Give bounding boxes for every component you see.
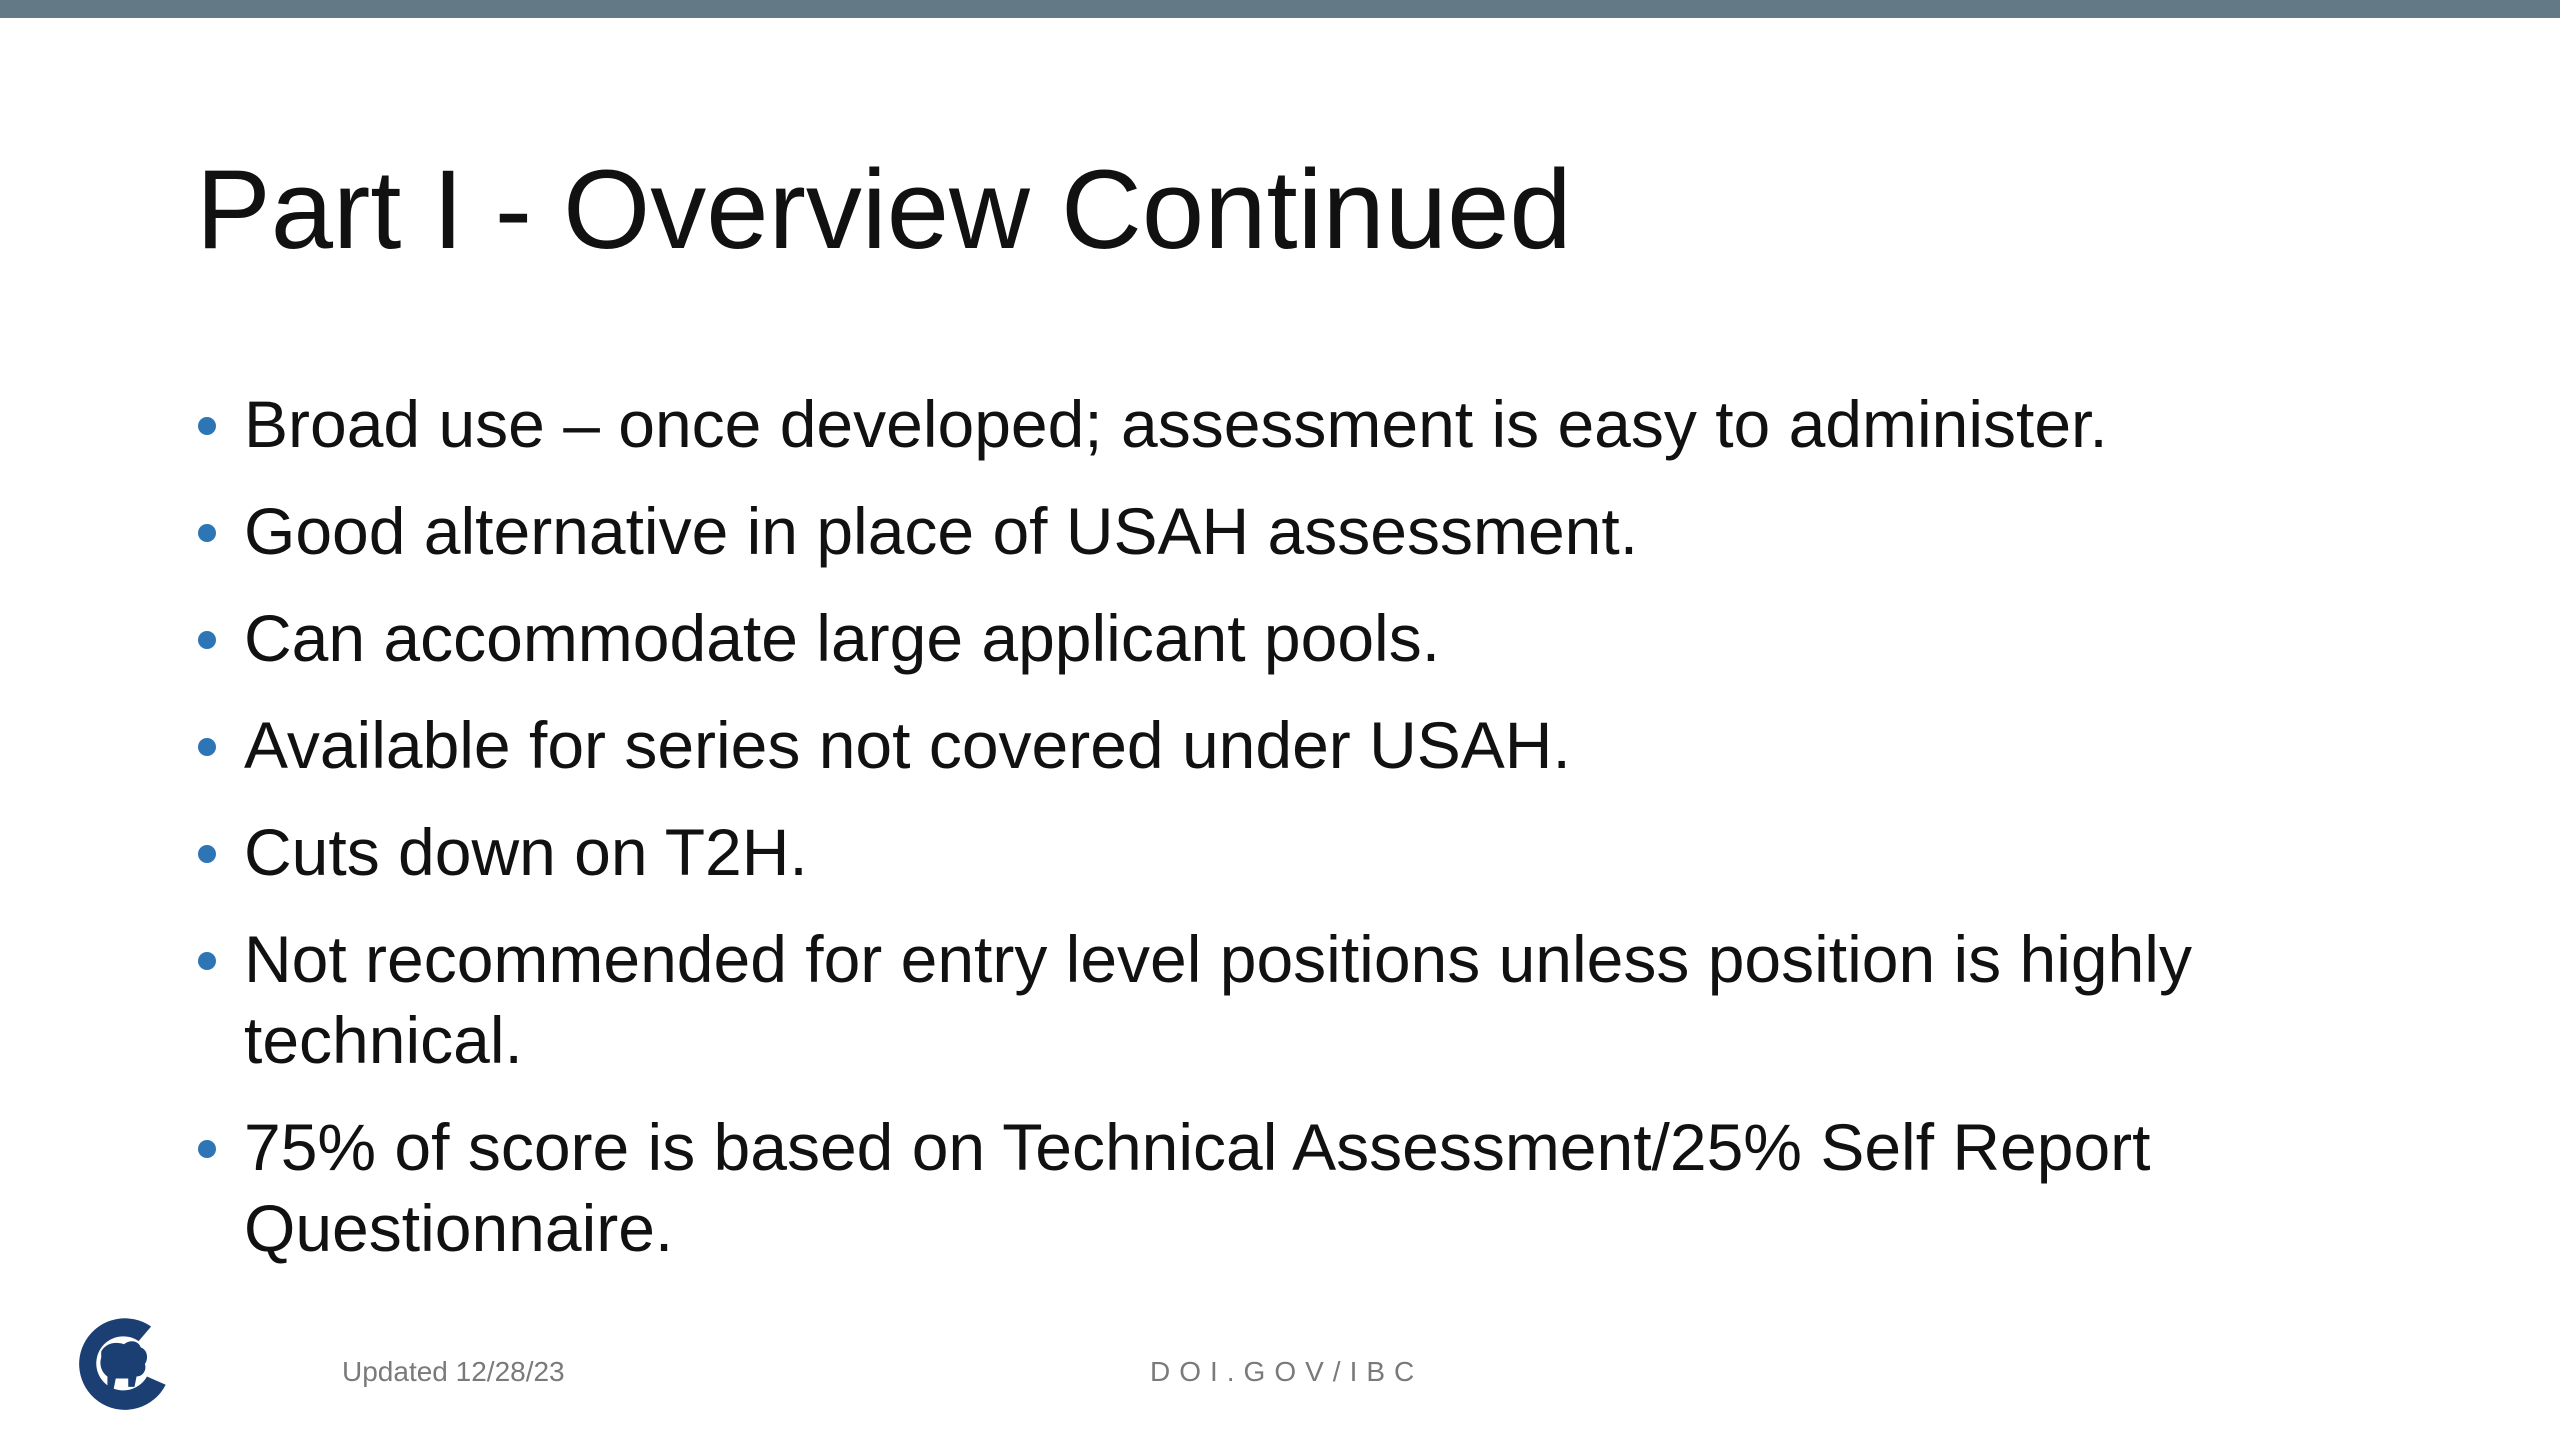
bullet-item xyxy=(196,1107,2356,1269)
footer-site-url: DOI.GOV/IBC xyxy=(1150,1356,1424,1387)
slide-title: Part I - Overview Continued xyxy=(196,147,1572,272)
bullet-list xyxy=(196,384,2356,1295)
bullet-dot-icon xyxy=(198,845,216,863)
bullet-item xyxy=(196,705,2356,786)
bullet-text: Good alternative in place of USAH assessment. xyxy=(244,494,1639,568)
bullet-item xyxy=(196,384,2356,465)
bullet-item xyxy=(196,598,2356,679)
bullet-text: Broad use – once developed; assessment is easy to administer. xyxy=(244,387,2108,461)
bullet-item xyxy=(196,491,2356,572)
bullet-text: Not recommended for entry level positions unless position is highly technical. xyxy=(244,922,2192,1077)
bullet-text: Available for series not covered under USAH. xyxy=(244,708,1571,782)
bullet-dot-icon xyxy=(198,952,216,970)
bullet-dot-icon xyxy=(198,1140,216,1158)
bullet-item xyxy=(196,812,2356,893)
bullet-dot-icon xyxy=(198,738,216,756)
top-accent-bar xyxy=(0,0,2560,18)
bullet-dot-icon xyxy=(198,631,216,649)
bullet-text: Can accommodate large applicant pools. xyxy=(244,601,1441,675)
bullet-text: Cuts down on T2H. xyxy=(244,815,808,889)
bullet-dot-icon xyxy=(198,417,216,435)
footer-updated-date: Updated 12/28/23 xyxy=(342,1356,565,1387)
bullet-text: 75% of score is based on Technical Assessment/25% Self Report Questionnaire. xyxy=(244,1110,2151,1265)
bullet-item xyxy=(196,919,2356,1081)
bullet-dot-icon xyxy=(198,524,216,542)
doi-bison-logo-icon xyxy=(70,1312,174,1416)
